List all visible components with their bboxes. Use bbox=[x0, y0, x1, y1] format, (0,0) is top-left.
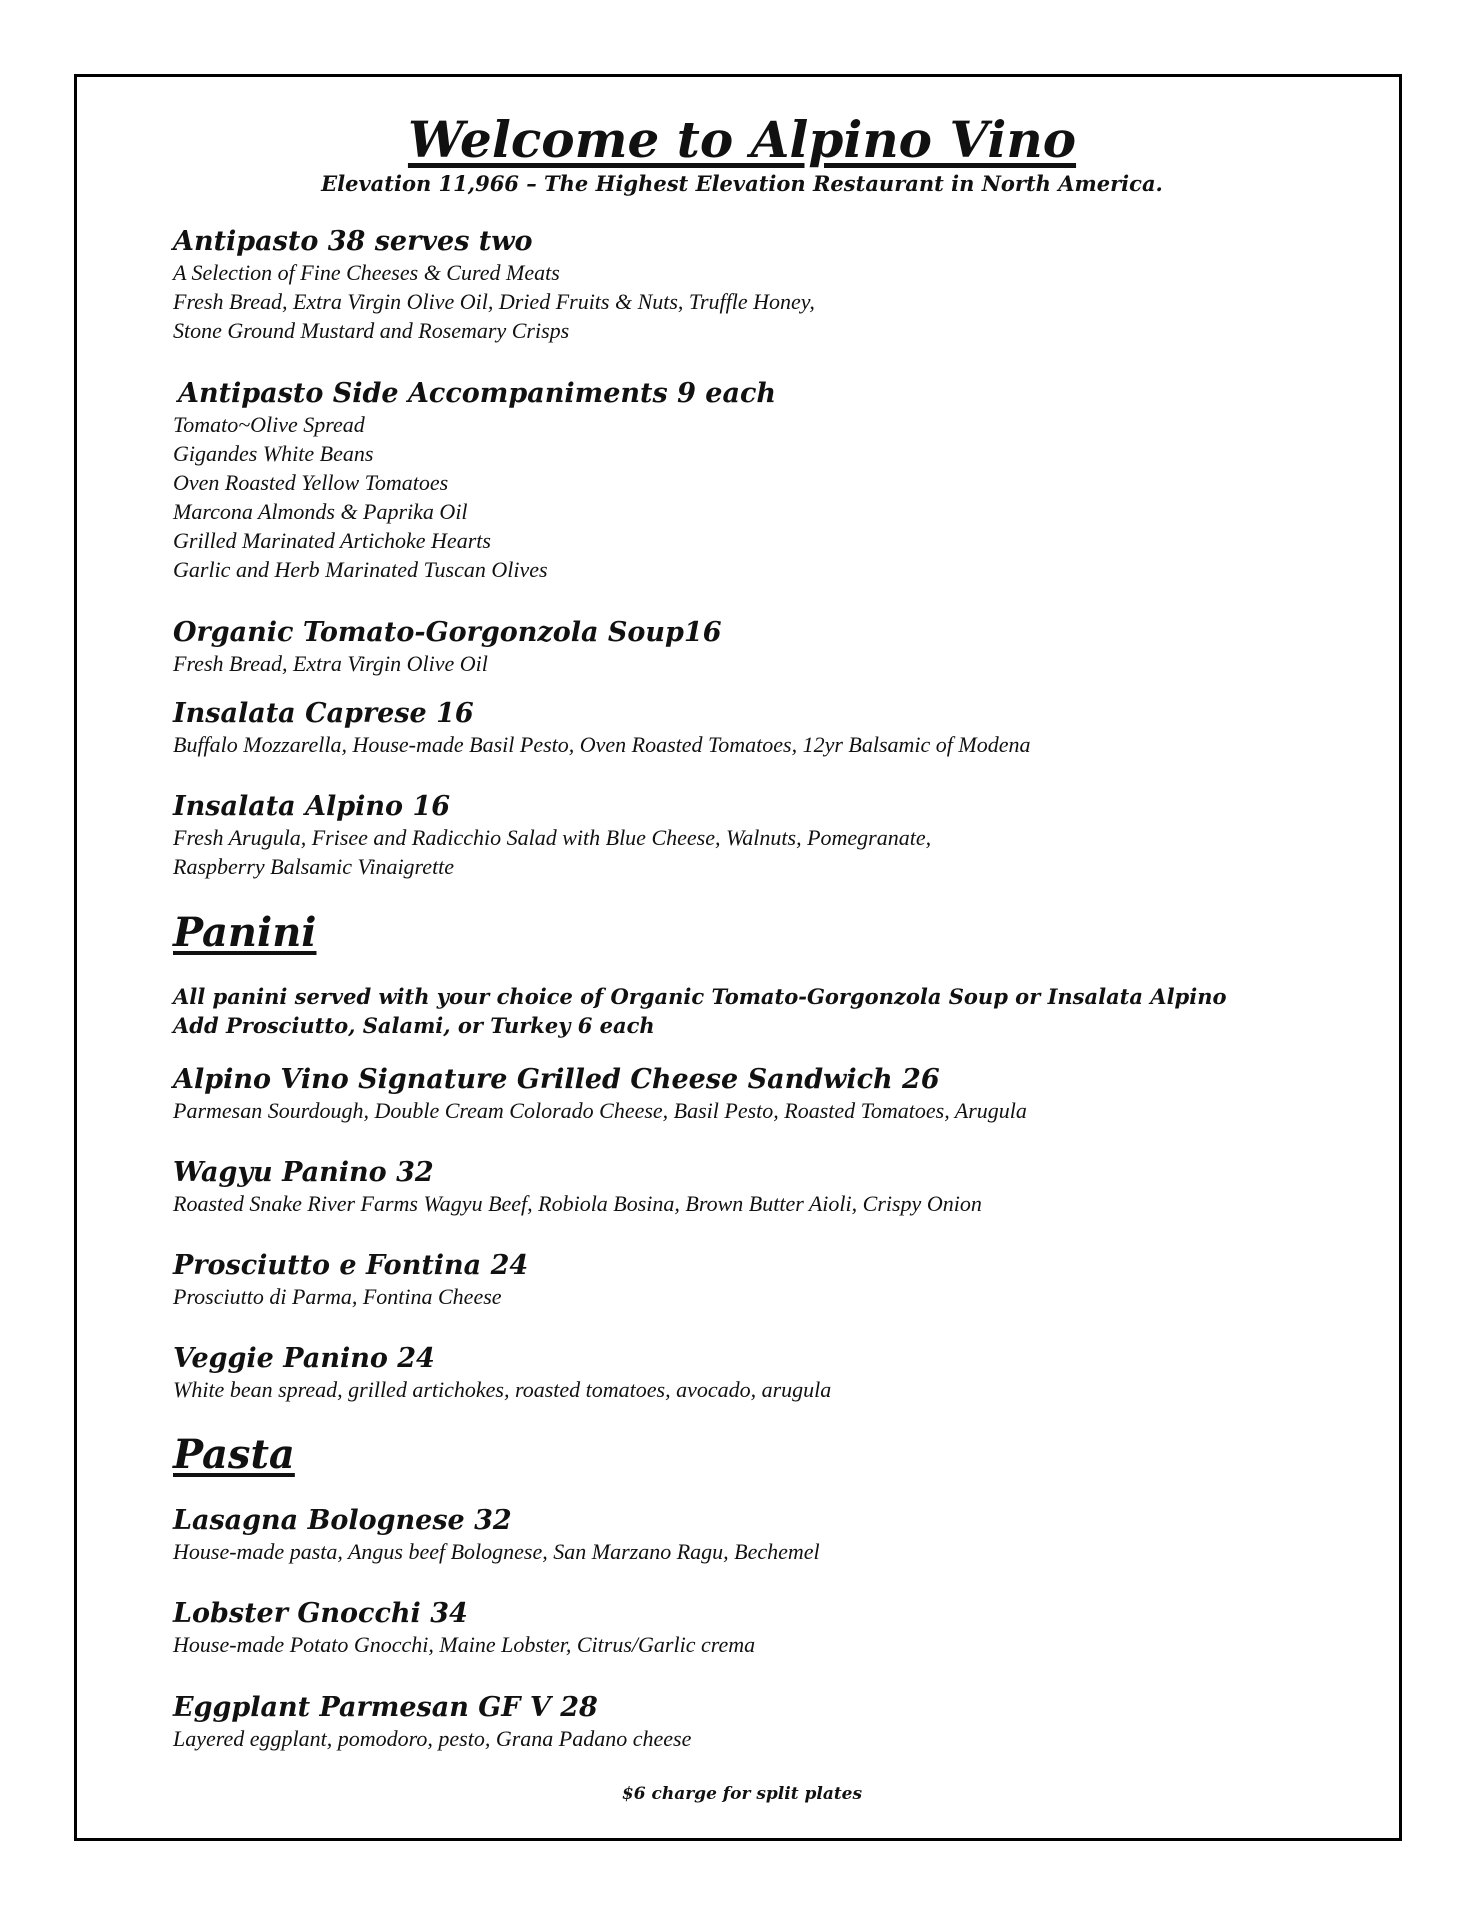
menu-item-insalata-caprese bbox=[173, 698, 1031, 759]
item-name: Insalata Alpino 16 bbox=[173, 791, 451, 822]
menu-item-antipasto-sides bbox=[173, 378, 777, 584]
item-name: Organic Tomato-Gorgonzola Soup16 bbox=[173, 617, 722, 648]
item-name: Antipasto Side Accompaniments 9 each bbox=[178, 378, 777, 409]
item-name: Veggie Panino 24 bbox=[173, 1343, 435, 1374]
item-desc-line: Marcona Almonds & Paprika Oil bbox=[173, 499, 468, 524]
section-heading-panini: Panini bbox=[173, 909, 317, 956]
menu-item-grilled-cheese bbox=[173, 1064, 1027, 1125]
item-desc-line: Tomato~Olive Spread bbox=[173, 412, 365, 437]
item-desc-line: Prosciutto di Parma, Fontina Cheese bbox=[173, 1284, 502, 1309]
item-desc-line: White bean spread, grilled artichokes, roasted tomatoes, avocado, arugula bbox=[173, 1377, 832, 1402]
page-title: Welcome to Alpino Vino bbox=[407, 110, 1077, 169]
item-desc-line: Layered eggplant, pomodoro, pesto, Grana Padano cheese bbox=[173, 1726, 692, 1751]
item-name: Prosciutto e Fontina 24 bbox=[173, 1250, 529, 1281]
item-name: Eggplant Parmesan GF V 28 bbox=[173, 1692, 598, 1723]
item-desc-line: Garlic and Herb Marinated Tuscan Olives bbox=[173, 557, 548, 582]
item-desc-line: Stone Ground Mustard and Rosemary Crisps bbox=[173, 318, 570, 343]
menu-item-prosciutto-fontina bbox=[173, 1250, 528, 1311]
item-desc-line: House-made pasta, Angus beef Bolognese, San Marzano Ragu, Bechemel bbox=[173, 1539, 820, 1564]
item-name: Alpino Vino Signature Grilled Cheese Sandwich 26 bbox=[173, 1064, 940, 1095]
item-desc-line: Fresh Bread, Extra Virgin Olive Oil bbox=[173, 651, 488, 676]
menu-item-wagyu-panino bbox=[173, 1157, 982, 1218]
split-plate-note: $6 charge for split plates bbox=[621, 1784, 863, 1804]
item-desc-line: A Selection of Fine Cheeses & Cured Meats bbox=[173, 260, 560, 285]
item-desc-line: Parmesan Sourdough, Double Cream Colorado Cheese, Basil Pesto, Roasted Tomatoes, Arugula bbox=[173, 1098, 1027, 1123]
section-heading-pasta: Pasta bbox=[173, 1431, 295, 1478]
menu-item-soup bbox=[173, 617, 722, 678]
item-name: Antipasto 38 serves two bbox=[173, 226, 533, 257]
item-name: Lobster Gnocchi 34 bbox=[173, 1598, 468, 1629]
item-desc-line: Grilled Marinated Artichoke Hearts bbox=[173, 528, 491, 553]
menu-item-insalata-alpino bbox=[173, 791, 931, 881]
menu-item-lasagna bbox=[173, 1505, 820, 1566]
item-desc-line: House-made Potato Gnocchi, Maine Lobster, Citrus/Garlic crema bbox=[173, 1632, 756, 1657]
item-desc-line: Fresh Arugula, Frisee and Radicchio Salad with Blue Cheese, Walnuts, Pomegranate, bbox=[173, 825, 932, 850]
menu-item-antipasto bbox=[173, 226, 815, 345]
item-desc-line: Fresh Bread, Extra Virgin Olive Oil, Dried Fruits & Nuts, Truffle Honey, bbox=[173, 289, 815, 314]
item-name: Wagyu Panino 32 bbox=[173, 1157, 434, 1188]
item-desc-line: Oven Roasted Yellow Tomatoes bbox=[173, 470, 449, 495]
item-desc-line: Buffalo Mozzarella, House-made Basil Pesto, Oven Roasted Tomatoes, 12yr Balsamic of Modena bbox=[173, 732, 1031, 757]
item-name: Lasagna Bolognese 32 bbox=[173, 1505, 512, 1536]
menu-item-lobster-gnocchi bbox=[173, 1598, 755, 1659]
item-desc-line: Raspberry Balsamic Vinaigrette bbox=[173, 854, 455, 879]
panini-note-line: All panini served with your choice of Organic Tomato-Gorgonzola Soup or Insalata Alpino bbox=[173, 984, 1227, 1009]
panini-note-line: Add Prosciutto, Salami, or Turkey 6 each bbox=[173, 1013, 655, 1038]
item-desc-line: Gigandes White Beans bbox=[173, 441, 374, 466]
item-name: Insalata Caprese 16 bbox=[173, 698, 474, 729]
page-subtitle: Elevation 11,966 – The Highest Elevation Restaurant in North America. bbox=[321, 171, 1163, 196]
menu-item-eggplant-parmesan bbox=[173, 1692, 691, 1753]
item-desc-line: Roasted Snake River Farms Wagyu Beef, Robiola Bosina, Brown Butter Aioli, Crispy Onion bbox=[173, 1191, 982, 1216]
menu-item-veggie-panino bbox=[173, 1343, 831, 1404]
